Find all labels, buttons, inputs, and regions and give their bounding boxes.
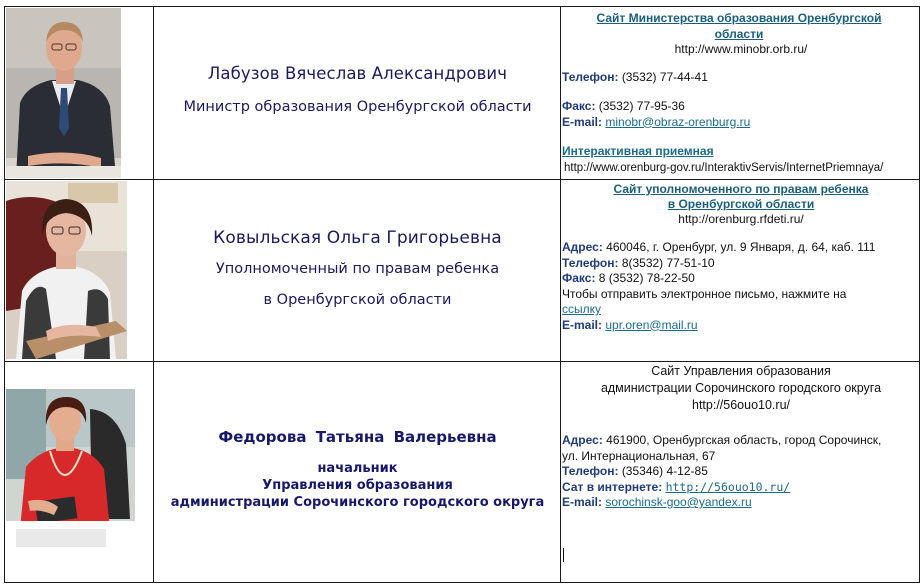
row2-contacts: [562, 240, 920, 333]
site-url: http://orenburg.rfdeti.ru/: [678, 212, 804, 226]
site-link-line2: в Оренбургской области: [667, 197, 815, 211]
row3-name: [155, 428, 560, 446]
table-divider-1: [153, 6, 154, 583]
phone-label: Телефон:: [562, 70, 619, 84]
site-url: http://www.minobr.orb.ru/: [674, 42, 808, 56]
row3-role: [155, 460, 560, 511]
row2-role1: [155, 261, 560, 277]
row-divider-1: [4, 179, 920, 180]
row1-phone: [562, 70, 920, 86]
email-label: E-mail:: [562, 114, 603, 129]
reception-link[interactable]: Интерактивная приемная: [562, 144, 714, 158]
row-divider-2: [4, 361, 920, 362]
phone-value: (35346) 4-12-85: [621, 464, 708, 478]
send-text: Чтобы отправить электронное письмо, нажмите на: [562, 286, 847, 301]
person-role-line2: в Оренбургской области: [263, 292, 452, 308]
internet-link[interactable]: http://56ouo10.ru/: [665, 479, 791, 494]
address-label: Адрес:: [562, 240, 603, 254]
table-border-bottom: [4, 582, 920, 583]
row3-contacts: [562, 433, 920, 511]
phone-value: (3532) 77-44-41: [621, 70, 708, 84]
person-role: Министр образования Оренбургской области: [183, 99, 532, 115]
row3-site: [562, 363, 920, 414]
send-link[interactable]: ссылку: [562, 302, 602, 316]
row2-role2: [155, 292, 560, 308]
fax-label: Факс:: [562, 271, 596, 285]
address-label: Адрес:: [562, 433, 603, 447]
fax-label: Факс:: [562, 99, 596, 113]
table-divider-2: [560, 6, 561, 583]
table-border-left: [4, 6, 5, 583]
photo-labuzov: [6, 8, 121, 178]
email-link[interactable]: upr.oren@mail.ru: [605, 317, 698, 332]
person-name: Федорова Татьяна Валерьевна: [218, 428, 497, 446]
site-line1: Сайт Управления образования: [651, 364, 831, 378]
table-border-top: [4, 6, 920, 7]
phone-label: Телефон:: [562, 255, 619, 270]
site-link-line1: Сайт уполномоченного по правам ребенка: [613, 182, 869, 196]
row1-contacts: [562, 11, 920, 58]
site-line2: администрации Сорочинского городского округа: [600, 381, 882, 395]
address-line2: ул. Интернациональная, 67: [562, 448, 716, 463]
person-role-line2: Управления образования: [262, 478, 453, 493]
row2-contacts-top: [562, 182, 920, 228]
photo-kovylskaya: [6, 181, 127, 359]
person-name: Ковыльская Ольга Григорьевна: [213, 228, 502, 248]
email-label: E-mail:: [562, 317, 603, 332]
reception-url: http://www.orenburg-gov.ru/InteraktivServis/InternetPriemnaya/: [564, 161, 884, 174]
person-role-line1: начальник: [317, 461, 398, 476]
address-value: 460046, г. Оренбург, ул. 9 Января, д. 64, каб. 111: [606, 240, 876, 254]
address-line1: 461900, Оренбургская область, город Сорочинск,: [606, 433, 882, 447]
row1-info: [155, 64, 560, 83]
site-url: http://56ouo10.ru/: [692, 398, 790, 412]
row1-fax: [562, 99, 920, 130]
email-label: E-mail:: [562, 495, 603, 509]
person-role-line1: Уполномоченный по правам ребенка: [215, 261, 500, 277]
email-link[interactable]: sorochinsk-goo@yandex.ru: [605, 495, 752, 509]
row1-role: [155, 99, 560, 115]
text-cursor: [563, 548, 564, 562]
site-link[interactable]: [562, 182, 920, 212]
fax-value: (3532) 77-95-36: [598, 99, 685, 113]
phone-value: 8(3532) 77-51-10: [621, 255, 715, 270]
fax-value: 8 (3532) 78-22-50: [598, 271, 695, 285]
person-role-line3: администрации Сорочинского городского округа: [170, 495, 545, 510]
site-link[interactable]: Сайт Министерства образования Оренбургской области: [596, 11, 882, 41]
row1-reception: [562, 144, 920, 176]
photo-fedorova: [6, 389, 135, 554]
phone-label: Телефон:: [562, 464, 619, 478]
email-link[interactable]: minobr@obraz-orenburg.ru: [605, 114, 751, 129]
person-name: Лабузов Вячеслав Александрович: [207, 64, 508, 83]
internet-label: Сат в интернете:: [562, 479, 663, 494]
row2-name: [155, 228, 560, 248]
